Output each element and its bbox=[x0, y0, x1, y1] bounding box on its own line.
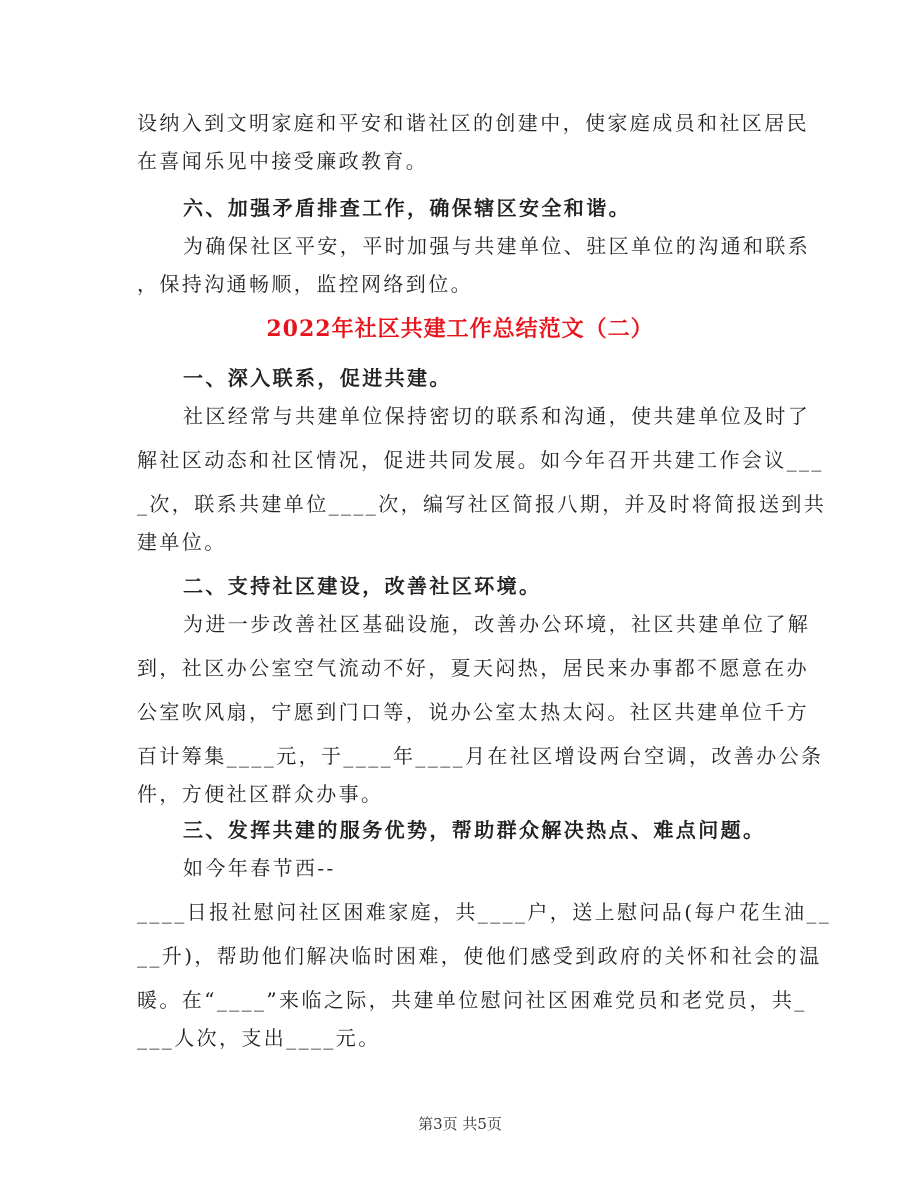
paragraph-line: 到，社区办公室空气流动不好，夏天闷热，居民来办事都不愿意在办 bbox=[137, 656, 809, 680]
paragraph-line: 如今年春节西-- bbox=[183, 856, 336, 880]
paragraph-line: 社区经常与共建单位保持密切的联系和沟通，使共建单位及时了 bbox=[183, 404, 811, 428]
paragraph-line: ___人次，支出____元。 bbox=[137, 1026, 381, 1050]
paragraph-line: 在喜闻乐见中接受廉政教育。 bbox=[137, 149, 429, 173]
page-footer: 第3页 共5页 bbox=[418, 1115, 502, 1133]
paragraph-line: 设纳入到文明家庭和平安和谐社区的创建中，使家庭成员和社区居民 bbox=[137, 111, 809, 135]
section-heading-2: 二、支持社区建设，改善社区环境。 bbox=[183, 574, 542, 598]
paragraph-line: 为确保社区平安，平时加强与共建单位、驻区单位的沟通和联系 bbox=[183, 234, 811, 258]
section-heading-1: 一、深入联系，促进共建。 bbox=[183, 366, 452, 390]
paragraph-line: 暖。在“____”来临之际，共建单位慰问社区困难党员和老党员，共_ bbox=[137, 988, 807, 1012]
paragraph-line: _次，联系共建单位____次，编写社区简报八期，并及时将简报送到共 bbox=[137, 492, 827, 516]
paragraph-line: 为进一步改善社区基础设施，改善办公环境，社区共建单位了解 bbox=[183, 612, 811, 636]
paragraph-line: 公室吹风扇，宁愿到门口等，说办公室太热太闷。社区共建单位千方 bbox=[137, 700, 809, 724]
paragraph-line: ，保持沟通畅顺，监控网络到位。 bbox=[137, 272, 473, 296]
paragraph-line: 解社区动态和社区情况，促进共同发展。如今年召开共建工作会议___ bbox=[137, 448, 824, 472]
document-title: 2022年社区共建工作总结范文（二） bbox=[266, 316, 654, 342]
paragraph-line: 百计筹集____元，于____年____月在社区增设两台空调，改善办公条 bbox=[137, 744, 824, 768]
paragraph-line: 件，方便社区群众办事。 bbox=[137, 782, 384, 806]
section-heading-6: 六、加强矛盾排查工作，确保辖区安全和谐。 bbox=[183, 196, 631, 220]
section-heading-3: 三、发挥共建的服务优势，帮助群众解决热点、难点问题。 bbox=[183, 818, 766, 842]
paragraph-line: __升)，帮助他们解决临时困难，使他们感受到政府的关怀和社会的温 bbox=[137, 944, 822, 968]
paragraph-line: 建单位。 bbox=[137, 530, 227, 554]
paragraph-line: ____日报社慰问社区困难家庭，共____户，送上慰问品(每户花生油__ bbox=[137, 900, 832, 924]
